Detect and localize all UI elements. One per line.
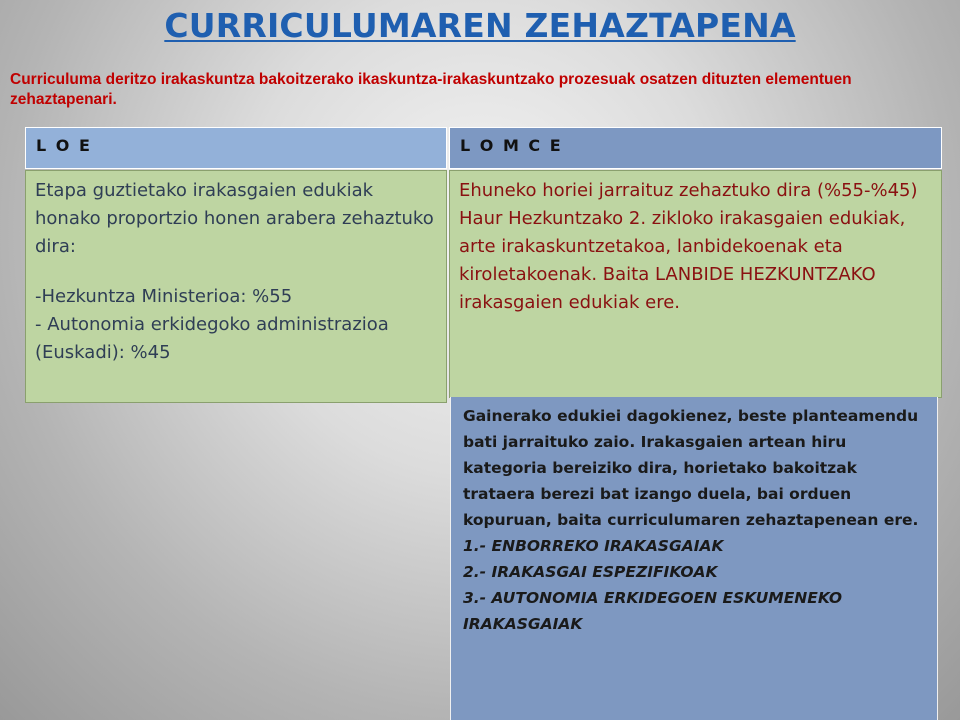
loe-header: L O E xyxy=(25,127,447,169)
intro-text: Curriculuma deritzo irakaskuntza bakoitzerako ikaskuntza-irakaskuntzako prozesuak osatzen dituzten elementuen zehaztapenari. xyxy=(10,71,852,108)
lomce-text: Ehuneko horiei jarraituz zehaztuko dira (%55-%45) Haur Hezkuntzako 2. zikloko irakasgaien edukiak, arte irakaskuntzetakoa, lanbidekoenak eta kiroletakoenak. Baita LANBIDE HEZKUNTZAKO irakasgaien edukiak ere. xyxy=(459,180,918,313)
category-item: 1.- ENBORREKO IRAKASGAIAK xyxy=(463,537,724,555)
lomce-extra-box xyxy=(450,397,938,720)
lomce-extra-text: Gainerako edukiei dagokienez, beste planteamendu bati jarraituko zaio. Irakasgaien artean hiru kategoria bereiziko dira, horietako bakoitzak trataera berezi bat izango duela, bai orduen kopuruan, baita curriculumaren zehaztapenean ere. xyxy=(463,407,919,529)
page-title: CURRICULUMAREN ZEHAZTAPENA xyxy=(164,6,796,45)
loe-gap xyxy=(35,261,437,283)
loe-text: Etapa guztietako irakasgaien edukiak honako proportzio honen arabera zehaztuko dira: xyxy=(35,180,434,257)
loe-item-ministry: -Hezkuntza Ministerioa: %55 xyxy=(35,286,293,307)
category-item: 3.- AUTONOMIA ERKIDEGOEN ESKUMENEKO IRAKASGAIAK xyxy=(463,589,843,633)
loe-cell xyxy=(25,170,447,403)
loe-item-autonomy: - Autonomia erkidegoko administrazioa (Euskadi): %45 xyxy=(35,314,389,363)
category-item: 2.- IRAKASGAI ESPEZIFIKOAK xyxy=(463,563,718,581)
lomce-header: L O M C E xyxy=(449,127,942,169)
lomce-cell xyxy=(449,170,942,398)
